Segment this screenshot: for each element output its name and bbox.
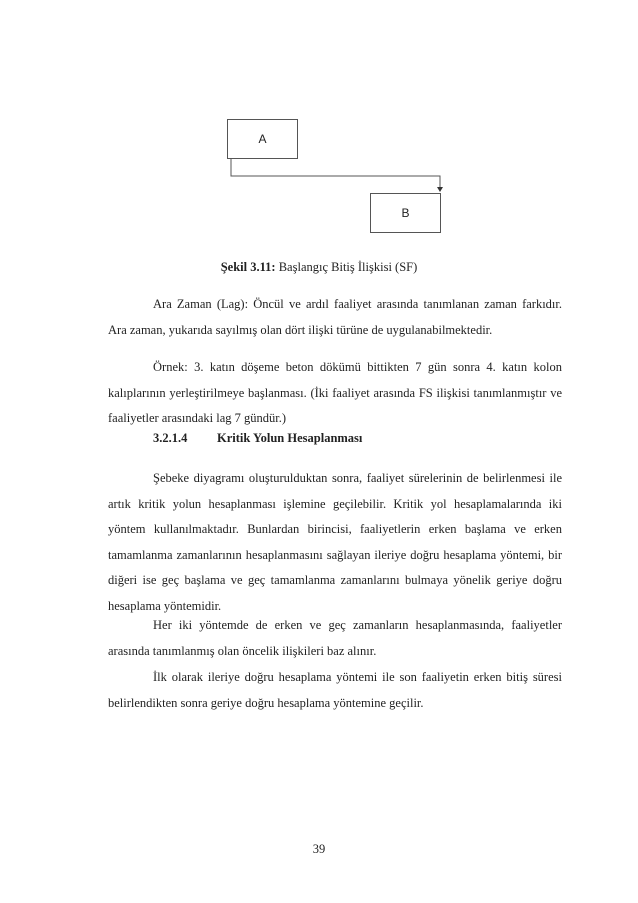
figure-caption-text: Başlangıç Bitiş İlişkisi (SF) bbox=[275, 260, 418, 274]
page-number: 39 bbox=[312, 842, 326, 856]
paragraph-forward-first: İlk olarak ileriye doğru hesaplama yöntemi ile son faaliyetin erken bitiş süresi belirlendikten sonra geriye doğru hesaplama yöntemine geçilir. bbox=[108, 670, 562, 710]
activity-box-a bbox=[227, 119, 298, 159]
ss-relationship-diagram bbox=[0, 0, 638, 250]
section-number: 3.2.1.4 bbox=[153, 431, 188, 445]
paragraph-critical-path-intro: Şebeke diyagramı oluşturulduktan sonra, faaliyet sürelerinin de belirlenmesi ile artık kritik yolun hesaplanması işlemine geçilebilir. Kritik yol hesaplamalarında iki yöntem kullanılmaktadır. Bunlardan birincisi, faaliyetlerin erken başlama ve erken tamamlanma zamanlarının hesaplanmasını sağlayan ileriye doğru hesaplama yöntemi, bir diğeri ise geç başlama ve geç tamamlanma zamanlarını bulmaya yönelik geriye doğru hesaplama yöntemidir. bbox=[108, 471, 562, 613]
figure-caption bbox=[0, 260, 638, 275]
paragraph-lag-definition: Ara Zaman (Lag): Öncül ve ardıl faaliyet arasında tanımlanan zaman farkıdır. Ara zaman, yukarıda sayılmış olan dört ilişki türüne de uygulanabilmektedir. bbox=[108, 297, 562, 337]
figure-caption-label: Şekil 3.11: bbox=[220, 260, 276, 274]
activity-box-b bbox=[370, 193, 441, 233]
diagram-connector bbox=[0, 0, 638, 250]
activity-b-label: B bbox=[401, 206, 410, 220]
section-title: Kritik Yolun Hesaplanması bbox=[217, 431, 363, 445]
arrow-head-icon bbox=[437, 187, 443, 192]
paragraph-both-methods: Her iki yöntemde de erken ve geç zamanların hesaplanmasında, faaliyetler arasında tanımlanmış olan öncelik ilişkileri baz alınır. bbox=[108, 618, 562, 658]
paragraph-example: Örnek: 3. katın döşeme beton dökümü bittikten 7 gün sonra 4. katın kolon kalıplarının yerleştirilmeye başlanması. (İki faaliyet arasında FS ilişkisi tanımlanmıştır ve faaliyetler arasındaki lag 7 gündür.) bbox=[108, 360, 562, 425]
section-heading bbox=[153, 431, 362, 446]
activity-a-label: A bbox=[258, 132, 267, 146]
